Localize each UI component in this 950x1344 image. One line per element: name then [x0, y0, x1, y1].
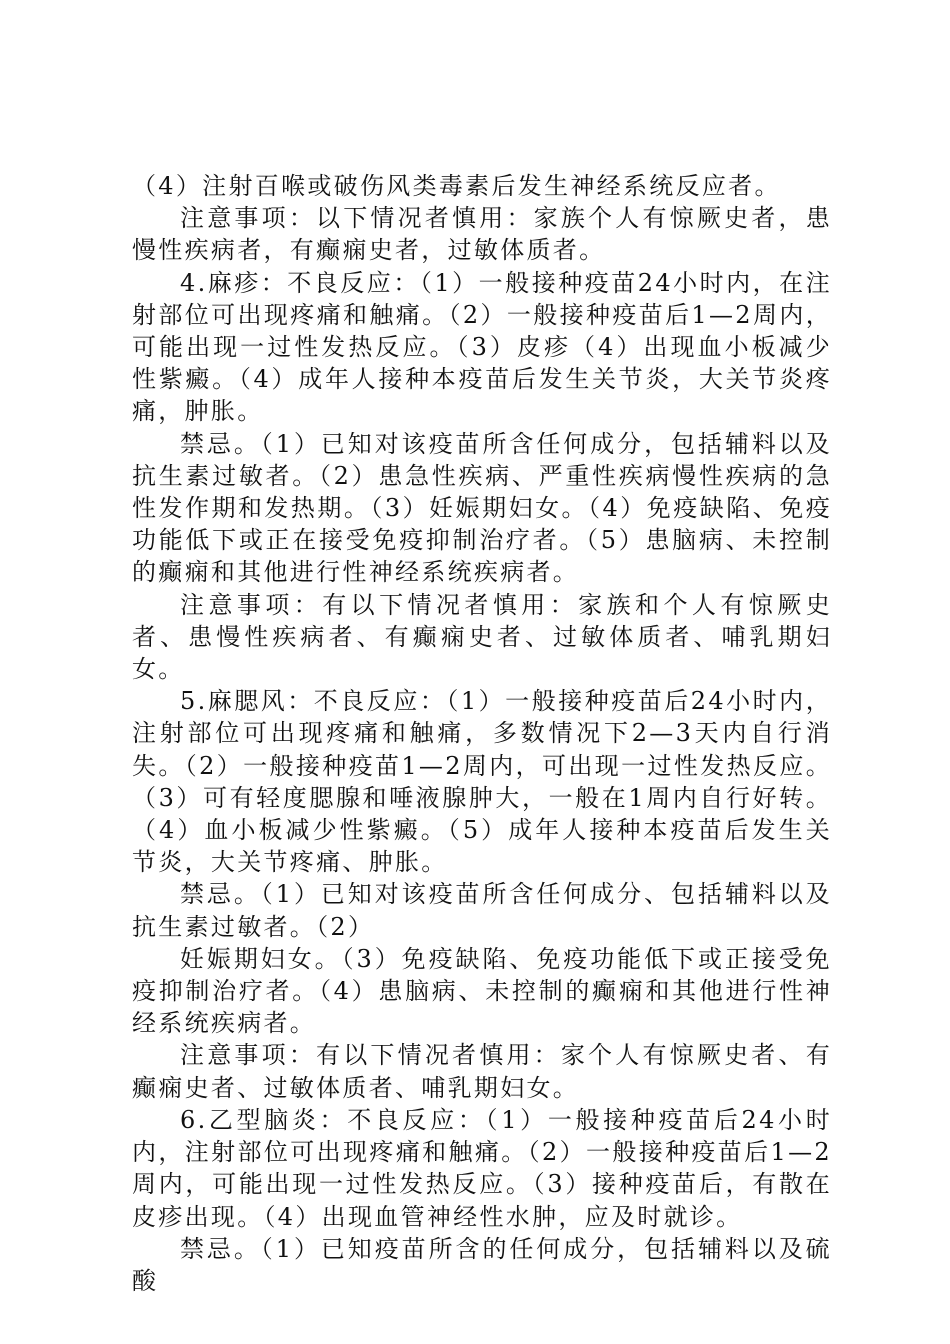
- paragraph-5: 注意事项：有以下情况者慎用：家族和个人有惊厥史者、患慢性疾病者、有癫痫史者、过敏体质者、哺乳期妇女。: [132, 590, 832, 684]
- paragraph-2: 注意事项：以下情况者慎用：家族个人有惊厥史者，患慢性疾病者，有癫痫史者，过敏体质者。: [132, 204, 832, 265]
- paragraph-4: 禁忌。（1）已知对该疫苗所含任何成分，包括辅料以及抗生素过敏者。（2）患急性疾病、严重性疾病慢性疾病的急性发作期和发热期。（3）妊娠期妇女。（4）免疫缺陷、免疫功能低下或正在接受免疫抑制治疗者。（5）患脑病、未控制的癫痫和其他进行性神经系统疾病者。: [132, 429, 832, 587]
- paragraph-1: （4）注射百喉或破伤风类毒素后发生神经系统反应者。: [132, 172, 781, 200]
- paragraph-11: 禁忌。（1）已知疫苗所含的任何成分，包括辅料以及硫酸: [132, 1234, 832, 1295]
- paragraph-7: 禁忌。（1）已知对该疫苗所含任何成分、包括辅料以及抗生素过敏者。（2）: [132, 880, 832, 941]
- document-body: [132, 170, 832, 1297]
- paragraph-3: 4.麻疹：不良反应：（1）一般接种疫苗24小时内，在注射部位可出现疼痛和触痛。（2）一般接种疫苗后1—2周内，可能出现一过性发热反应。（3）皮疹（4）出现血小板减少性紫癜。（4）成年人接种本疫苗后发生关节炎，大关节炎疼痛，肿胀。: [132, 268, 832, 426]
- paragraph-8: 妊娠期妇女。（3）免疫缺陷、免疫功能低下或正接受免疫抑制治疗者。（4）患脑病、未控制的癫痫和其他进行性神经系统疾病者。: [132, 944, 832, 1038]
- paragraph-6: 5.麻腮风：不良反应：（1）一般接种疫苗后24小时内，注射部位可出现疼痛和触痛，多数情况下2—3天内自行消失。（2）一般接种疫苗1—2周内，可出现一过性发热反应。（3）可有轻度腮腺和唾液腺肿大，一般在1周内自行好转。（4）血小板减少性紫癜。（5）成年人接种本疫苗后发生关节炎，大关节疼痛、肿胀。: [132, 687, 832, 877]
- paragraph-10: 6.乙型脑炎：不良反应：（1）一般接种疫苗后24小时内，注射部位可出现疼痛和触痛。（2）一般接种疫苗后1—2周内，可能出现一过性发热反应。（3）接种疫苗后，有散在皮疹出现。（4）出现血管神经性水肿，应及时就诊。: [132, 1105, 832, 1231]
- paragraph-9: 注意事项：有以下情况者慎用：家个人有惊厥史者、有癫痫史者、过敏体质者、哺乳期妇女。: [132, 1041, 832, 1102]
